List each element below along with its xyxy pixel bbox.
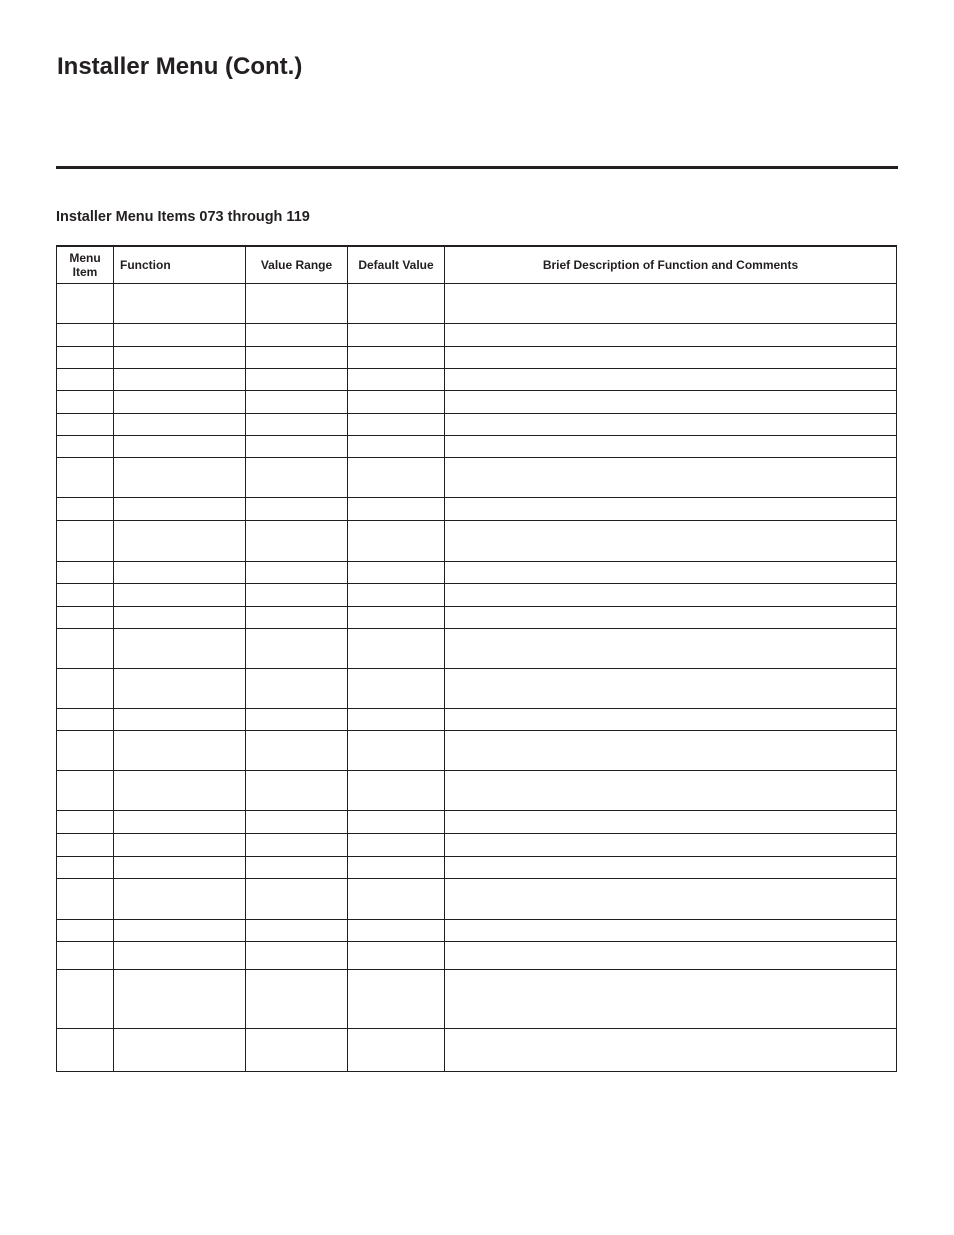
default-value-cell [348, 708, 445, 730]
menu-item-cell [57, 561, 114, 583]
table-row [57, 283, 897, 323]
default-value-cell [348, 919, 445, 941]
function-cell [114, 810, 246, 833]
table-row [57, 810, 897, 833]
description-cell [445, 730, 897, 770]
value-range-cell [246, 628, 348, 668]
column-header-value-range: Value Range [246, 246, 348, 283]
column-header-menu-item [57, 246, 114, 283]
function-cell [114, 346, 246, 368]
default-value-cell [348, 390, 445, 413]
table-row [57, 919, 897, 941]
default-value-cell [348, 878, 445, 919]
default-value-cell [348, 368, 445, 390]
value-range-cell [246, 770, 348, 810]
function-cell [114, 457, 246, 497]
default-value-cell [348, 969, 445, 1028]
description-cell [445, 520, 897, 561]
value-range-cell [246, 497, 348, 520]
table-row [57, 770, 897, 810]
default-value-cell [348, 346, 445, 368]
function-cell [114, 583, 246, 606]
default-value-cell [348, 856, 445, 878]
value-range-cell [246, 668, 348, 708]
value-range-cell [246, 810, 348, 833]
menu-item-cell [57, 323, 114, 346]
table-row [57, 730, 897, 770]
installer-menu-table [56, 245, 897, 1072]
default-value-cell [348, 413, 445, 435]
value-range-cell [246, 323, 348, 346]
default-value-cell [348, 668, 445, 708]
function-cell [114, 919, 246, 941]
menu-item-cell [57, 283, 114, 323]
description-cell [445, 770, 897, 810]
menu-item-cell [57, 856, 114, 878]
default-value-cell [348, 730, 445, 770]
menu-item-cell [57, 878, 114, 919]
default-value-cell [348, 833, 445, 856]
menu-item-cell [57, 969, 114, 1028]
table-header-row [57, 246, 897, 283]
default-value-cell [348, 583, 445, 606]
table-row [57, 833, 897, 856]
description-cell [445, 561, 897, 583]
value-range-cell [246, 730, 348, 770]
default-value-cell [348, 283, 445, 323]
menu-item-cell [57, 520, 114, 561]
value-range-cell [246, 457, 348, 497]
description-cell [445, 497, 897, 520]
description-cell [445, 368, 897, 390]
function-cell [114, 770, 246, 810]
value-range-cell [246, 583, 348, 606]
value-range-cell [246, 708, 348, 730]
value-range-cell [246, 435, 348, 457]
menu-item-cell [57, 390, 114, 413]
column-header-function: Function [114, 246, 246, 283]
column-header-description: Brief Description of Function and Comments [445, 246, 897, 283]
menu-item-cell [57, 668, 114, 708]
function-cell [114, 606, 246, 628]
menu-item-cell [57, 628, 114, 668]
table-row [57, 346, 897, 368]
function-cell [114, 413, 246, 435]
menu-item-cell [57, 730, 114, 770]
description-cell [445, 941, 897, 969]
function-cell [114, 368, 246, 390]
table-row [57, 497, 897, 520]
value-range-cell [246, 833, 348, 856]
function-cell [114, 1028, 246, 1071]
description-cell [445, 413, 897, 435]
function-cell [114, 390, 246, 413]
menu-item-cell [57, 457, 114, 497]
table-row [57, 435, 897, 457]
menu-item-cell [57, 770, 114, 810]
menu-item-cell [57, 583, 114, 606]
table-row [57, 583, 897, 606]
menu-item-header-label: Menu Item [69, 250, 101, 279]
description-cell [445, 346, 897, 368]
default-value-cell [348, 323, 445, 346]
function-cell [114, 941, 246, 969]
menu-item-cell [57, 413, 114, 435]
description-cell [445, 969, 897, 1028]
description-cell [445, 668, 897, 708]
menu-item-cell [57, 833, 114, 856]
description-cell [445, 833, 897, 856]
description-cell [445, 878, 897, 919]
section-heading: Installer Menu Items 073 through 119 [56, 209, 310, 225]
menu-item-cell [57, 497, 114, 520]
column-header-default-value: Default Value [348, 246, 445, 283]
menu-item-cell [57, 435, 114, 457]
default-value-cell [348, 941, 445, 969]
description-cell [445, 856, 897, 878]
menu-item-cell [57, 368, 114, 390]
description-cell [445, 323, 897, 346]
function-cell [114, 561, 246, 583]
function-cell [114, 969, 246, 1028]
function-cell [114, 323, 246, 346]
function-cell [114, 628, 246, 668]
menu-item-cell [57, 1028, 114, 1071]
table-row [57, 323, 897, 346]
menu-item-cell [57, 810, 114, 833]
value-range-cell [246, 606, 348, 628]
function-cell [114, 856, 246, 878]
value-range-cell [246, 856, 348, 878]
table-row [57, 941, 897, 969]
default-value-cell [348, 457, 445, 497]
description-cell [445, 810, 897, 833]
description-cell [445, 583, 897, 606]
table-row [57, 457, 897, 497]
menu-item-cell [57, 941, 114, 969]
table-row [57, 413, 897, 435]
value-range-cell [246, 390, 348, 413]
title-divider [56, 166, 898, 169]
value-range-cell [246, 878, 348, 919]
value-range-cell [246, 941, 348, 969]
default-value-cell [348, 435, 445, 457]
function-cell [114, 708, 246, 730]
description-cell [445, 1028, 897, 1071]
description-cell [445, 283, 897, 323]
function-cell [114, 283, 246, 323]
value-range-cell [246, 969, 348, 1028]
table-row [57, 390, 897, 413]
default-value-cell [348, 770, 445, 810]
value-range-cell [246, 1028, 348, 1071]
description-cell [445, 390, 897, 413]
table-row [57, 708, 897, 730]
default-value-cell [348, 561, 445, 583]
menu-item-cell [57, 708, 114, 730]
table-row [57, 668, 897, 708]
function-cell [114, 878, 246, 919]
default-value-cell [348, 810, 445, 833]
table-row [57, 368, 897, 390]
value-range-cell [246, 283, 348, 323]
description-cell [445, 708, 897, 730]
table-row [57, 969, 897, 1028]
function-cell [114, 435, 246, 457]
function-cell [114, 668, 246, 708]
default-value-cell [348, 606, 445, 628]
value-range-cell [246, 346, 348, 368]
table-row [57, 561, 897, 583]
function-cell [114, 497, 246, 520]
value-range-cell [246, 561, 348, 583]
default-value-cell [348, 497, 445, 520]
default-value-cell [348, 628, 445, 668]
value-range-cell [246, 919, 348, 941]
value-range-cell [246, 413, 348, 435]
default-value-cell [348, 1028, 445, 1071]
table-row [57, 856, 897, 878]
description-cell [445, 919, 897, 941]
function-cell [114, 833, 246, 856]
description-cell [445, 457, 897, 497]
table-body [57, 283, 897, 1071]
value-range-cell [246, 368, 348, 390]
value-range-cell [246, 520, 348, 561]
default-value-cell [348, 520, 445, 561]
function-cell [114, 520, 246, 561]
function-cell [114, 730, 246, 770]
description-cell [445, 606, 897, 628]
menu-item-cell [57, 606, 114, 628]
table-row [57, 1028, 897, 1071]
description-cell [445, 628, 897, 668]
menu-item-cell [57, 919, 114, 941]
description-cell [445, 435, 897, 457]
page-title: Installer Menu (Cont.) [57, 53, 303, 80]
table-row [57, 878, 897, 919]
table-row [57, 628, 897, 668]
menu-item-cell [57, 346, 114, 368]
table-row [57, 606, 897, 628]
table-row [57, 520, 897, 561]
